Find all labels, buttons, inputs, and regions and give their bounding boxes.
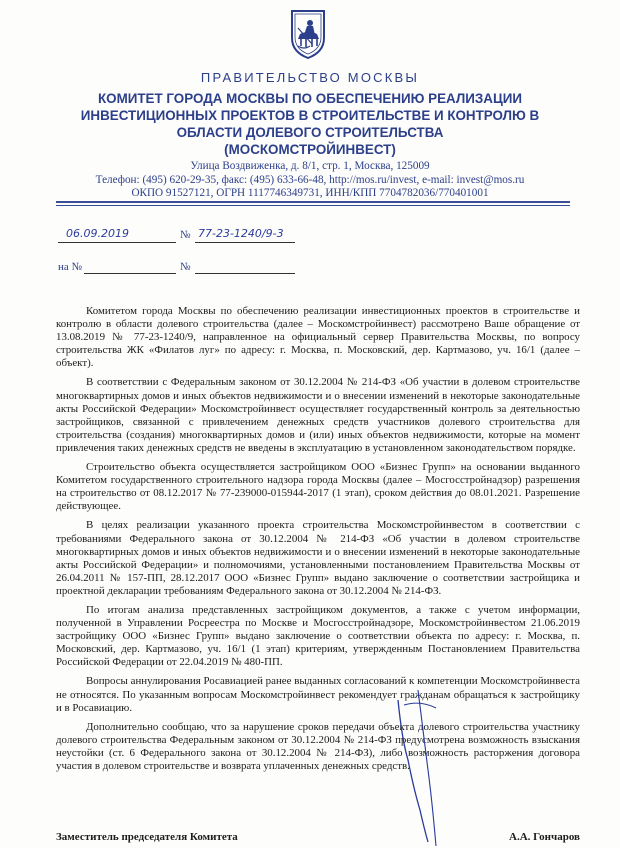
body-paragraph: По итогам анализа представленных застройщиком документов, а также с учетом информации, полученной в Управлении Росреестра по Москве и Мосгосстройнадзоре, Москомстройинвестом 21.06.2019 застройщику ООО «Бизнес Групп» выдано заключение о соответствии объекта по адресу: г. Москва, п. Московский, дер. Картмазово, уч. 16/1 (1 этап) критериям, утвержденным Постановлением Правительства Российской Федерации от 22.04.2019 № 480-ПП. (56, 603, 580, 669)
body-paragraph: Комитетом города Москвы по обеспечению реализации инвестиционных проектов в строительстве и контролю в области долевого строительства (далее – Москомстройинвест) рассмотрено Ваше обращение от 13.08.2019 № 77-23-1240/9, направленное на официальный сервер Правительства Москвы, по вопросу строительства ЖК «Филатов луг» по адресу: г. Москва, п. Московский, дер. Картмазово, уч. 16/1 (далее – объект). (56, 305, 580, 370)
committee-line: ИНВЕСТИЦИОННЫХ ПРОЕКТОВ В СТРОИТЕЛЬСТВЕ И КОНТРОЛЮ В (80, 108, 540, 123)
body-paragraph: Вопросы аннулирования Росавиацией ранее выданных согласований к компетенции Москомстройинвеста не относятся. По указанным вопросам Москомстройинвест рекомендует гражданам обращаться к застройщику и в Росавиацию. (56, 675, 580, 714)
contacts-line: Телефон: (495) 620-29-35, факс: (495) 633-66-48, http://mos.ru/invest, e-mail: invest@mos.ru (95, 173, 525, 186)
header-divider-thin (56, 205, 570, 206)
reference-underline (84, 273, 176, 274)
committee-line: (МОСКОМСТРОЙИНВЕСТ) (224, 142, 396, 157)
signatory-name: А.А. Гончаров (509, 831, 580, 843)
reference-label: на № (58, 261, 83, 273)
body-paragraph: Строительство объекта осуществляется застройщиком ООО «Бизнес Групп» на основании выданного Комитетом государственного строительного надзора города Москвы (далее – Мосгосстройнадзор) разрешения на строительство от 08.12.2017 № 77-239000-015944-2017 (1 этап), сроком действия до 08.01.2021. Разрешение действующее. (56, 461, 580, 513)
contact-block (40, 160, 580, 201)
committee-name (40, 90, 580, 158)
body-paragraph: Дополнительно сообщаю, что за нарушение сроков передачи объекта долевого строительства участнику долевого строительства Федеральным законом от 30.12.2004 № 214-ФЗ предусмотрена возможность взыскания неустойки (ст. 6 Федерального закона от 30.12.2004 № 214-ФЗ), либо возможность расторжения договора участия в долевом строительстве и возврата уплаченных денежных средств. (56, 720, 580, 772)
letter-body (56, 305, 580, 779)
number-underline (195, 242, 295, 243)
moscow-coat-of-arms-icon (288, 8, 328, 60)
signatory-position: Заместитель председателя Комитета (56, 831, 238, 843)
outgoing-number: 77-23-1240/9-3 (198, 227, 284, 240)
address: Улица Воздвиженка, д. 8/1, стр. 1, Москва, 125009 (190, 160, 430, 172)
header-divider (56, 201, 570, 203)
reference-number-underline (195, 273, 295, 274)
body-paragraph: В соответствии с Федеральным законом от 30.12.2004 № 214-ФЗ «Об участии в долевом строительстве многоквартирных домов и иных объектов недвижимости и о внесении изменений в некоторые законодательные акты Российской Федерации» Москомстройинвест осуществляет государственный контроль за деятельностью застройщиков, связанной с привлечением денежных средств участников долевого строительства для строительства (создания) многоквартирных домов и (или) иных объектов недвижимости, которые на момент привлечения таких денежных средств не введены в эксплуатацию в установленном законодательством порядке. (56, 376, 580, 454)
outgoing-date: 06.09.2019 (66, 227, 129, 240)
government-title: ПРАВИТЕЛЬСТВО МОСКВЫ (200, 70, 420, 85)
committee-line: ОБЛАСТИ ДОЛЕВОГО СТРОИТЕЛЬСТВА (176, 125, 444, 140)
reference-number-mark: № (180, 261, 191, 273)
registry-codes: ОКПО 91527121, ОГРН 1117746349731, ИНН/КПП 7704782036/770401001 (131, 187, 489, 200)
number-mark: № (180, 229, 191, 241)
date-underline (58, 242, 176, 243)
committee-line: КОМИТЕТ ГОРОДА МОСКВЫ ПО ОБЕСПЕЧЕНИЮ РЕАЛИЗАЦИИ (98, 91, 522, 106)
body-paragraph: В целях реализации указанного проекта строительства Москомстройинвестом в соответствии с требованиями Федерального закона от 30.12.2004 № 214-ФЗ «Об участии в долевом строительстве многоквартирных домов и иных объектов недвижимости и о внесении изменений в некоторые законодательные акты Российской Федерации» и полномочиями, установленными постановлением Правительства Москвы от 26.04.2011 № 157-ПП, 28.12.2017 ООО «Бизнес Групп» выдано заключение о соответствии застройщика и проектной декларации требованиям Федерального закона от 30.12.2004 № 214-ФЗ. (56, 519, 580, 597)
